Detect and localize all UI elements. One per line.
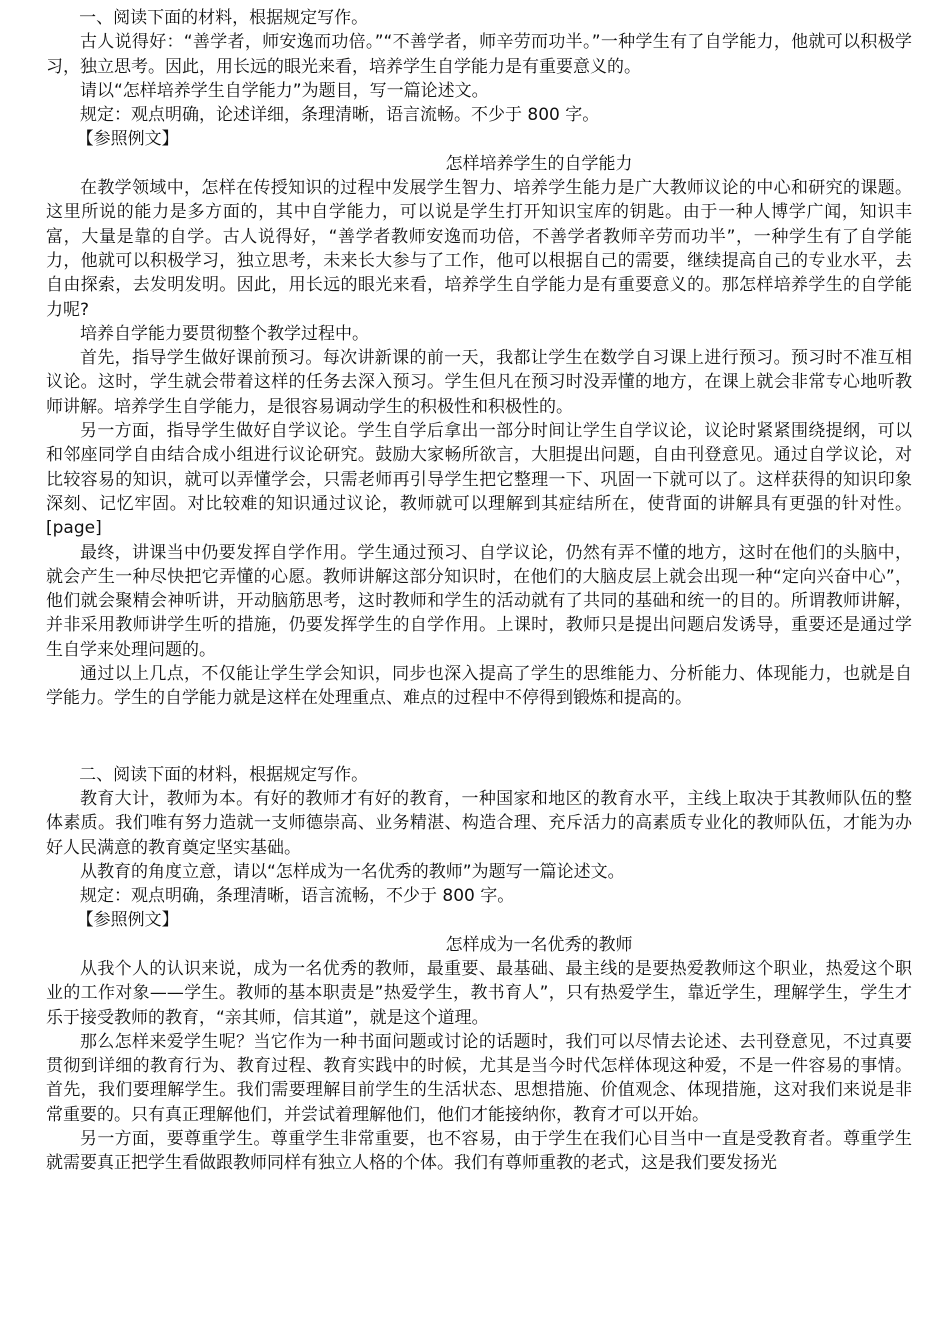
section-1-essay-title: 怎样培养学生的自学能力 — [445, 153, 633, 174]
section-1-task: 请以“怎样培养学生自学能力”为题目，写一篇论述文。 — [80, 80, 489, 101]
section-2-essay-title: 怎样成为一名优秀的教师 — [445, 934, 633, 955]
section-2-paragraph: 那么怎样来爱学生呢？当它作为一种书面问题或讨论的话题时，我们可以尽情去论述、去刊登意见，不过真要贯彻到详细的教育行为、教育过程、教育实践中的时候，尤其是当今时代怎样体现这种爱，不是一件容易的事情。首先，我们要理解学生。我们需要理解目前学生的生活状态、思想措施、价值观念、体现措施，这对我们来说是非常重要的。只有真正理解他们，并尝试着理解他们，他们才能接纳你，教育才可以开始。 — [46, 1031, 912, 1125]
section-1-paragraph: 培养自学能力要贯彻整个教学过程中。 — [80, 323, 369, 344]
section-1-material: 古人说得好：“善学者，师安逸而功倍。”“不善学者，师辛劳而功半。”一种学生有了自学能力，他就可以积极学习，独立思考。因此，用长远的眼光来看，培养学生自学能力是有重要意义的。 — [46, 32, 912, 77]
section-2-material: 教育大计，教师为本。有好的教师才有好的教育，一种国家和地区的教育水平，主线上取决于其教师队伍的整体素质。我们唯有努力造就一支师德崇高、业务精湛、构造合理、充斥活力的高素质专业化的教师队伍，才能为办好人民满意的教育奠定坚实基础。 — [46, 788, 912, 858]
section-1-paragraph: 在教学领域中，怎样在传授知识的过程中发展学生智力、培养学生能力是广大教师议论的中心和研究的课题。这里所说的能力是多方面的，其中自学能力，可以说是学生打开知识宝库的钥匙。由于一种人博学广闻，知识丰富，大量是靠的自学。古人说得好，“善学者教师安逸而功倍，不善学者教师辛劳而功半”，一种学生有了自学能力，他就可以积极学习，独立思考，未来长大参与了工作，他可以根据自己的需要，继续提高自己的专业水平，去自由探索，去发明发明。因此，用长远的眼光来看，培养学生自学能力是有重要意义的。那怎样培养学生的自学能力呢? — [46, 178, 912, 320]
section-1-paragraph: 最终，讲课当中仍要发挥自学作用。学生通过预习、自学议论，仍然有弄不懂的地方，这时在他们的头脑中，就会产生一种尽快把它弄懂的心愿。教师讲解这部分知识时，在他们的大脑皮层上就会出现一种“定向兴奋中心”，他们就会聚精会神听讲，开动脑筋思考，这时教师和学生的活动就有了共同的基础和统一的目的。所谓教师讲解，并非采用教师讲学生听的措施，仍要发挥学生的自学作用。上课时，教师只是提出问题启发诱导，重要还是通过学生自学来处理问题的。 — [46, 542, 912, 660]
section-1-paragraph: 通过以上几点，不仅能让学生学会知识，同步也深入提高了学生的思维能力、分析能力、体现能力，也就是自学能力。学生的自学能力就是这样在处理重点、难点的过程中不停得到锻炼和提高的。 — [46, 664, 912, 709]
section-divider-space — [46, 711, 912, 763]
section-2-reference-label: 【参照例文】 — [76, 910, 179, 931]
section-1-paragraph: 首先，指导学生做好课前预习。每次讲新课的前一天，我都让学生在数学自习课上进行预习。预习时不准互相议论。这时，学生就会带着这样的任务去深入预习。学生但凡在预习时没弄懂的地方，在课上就会非常专心地听教师讲解。培养学生自学能力，是很容易调动学生的积极性和积极性的。 — [46, 348, 912, 417]
section-2-task: 从教育的角度立意，请以“怎样成为一名优秀的教师”为题写一篇论述文。 — [80, 861, 625, 882]
section-2-paragraph: 从我个人的认识来说，成为一名优秀的教师，最重要、最基础、最主线的是要热爱教师这个职业，热爱这个职业的工作对象——学生。教师的基本职责是”热爱学生，教书育人”，只有热爱学生，靠近学生，理解学生，学生才乐于接受教师的教育，“亲其师，信其道”，就是这个道理。 — [46, 958, 912, 1028]
section-2-heading: 二、阅读下面的材料，根据规定写作。 — [79, 764, 369, 785]
section-1 — [46, 6, 912, 711]
section-2-paragraph: 另一方面，要尊重学生。尊重学生非常重要，也不容易，由于学生在我们心目当中一直是受教育者。尊重学生就需要真正把学生看做跟教师同样有独立人格的个体。我们有尊师重教的老式，这是我们要发扬光 — [46, 1129, 912, 1174]
section-1-paragraph: 另一方面，指导学生做好自学议论。学生自学后拿出一部分时间让学生自学议论，议论时紧紧围绕提纲，可以和邻座同学自由结合成小组进行议论研究。鼓励大家畅所欲言，大胆提出问题，自由刊登意见。通过自学议论，对比较容易的知识，就可以弄懂学会，只需老师再引导学生把它整理一下、巩固一下就可以了。这样获得的知识印象深刻、记忆牢固。对比较难的知识通过议论，教师就可以理解到其症结所在，使背面的讲解具有更强的针对性。[page] — [46, 421, 912, 539]
section-1-reference-label: 【参照例文】 — [76, 129, 179, 150]
document — [46, 6, 912, 1176]
section-1-requirement: 规定：观点明确，论述详细，条理清晰，语言流畅。不少于 800 字。 — [80, 105, 600, 126]
section-2-requirement: 规定：观点明确，条理清晰，语言流畅，不少于 800 字。 — [80, 886, 515, 907]
section-1-heading: 一、阅读下面的材料，根据规定写作。 — [79, 8, 369, 28]
section-2 — [46, 763, 912, 1176]
